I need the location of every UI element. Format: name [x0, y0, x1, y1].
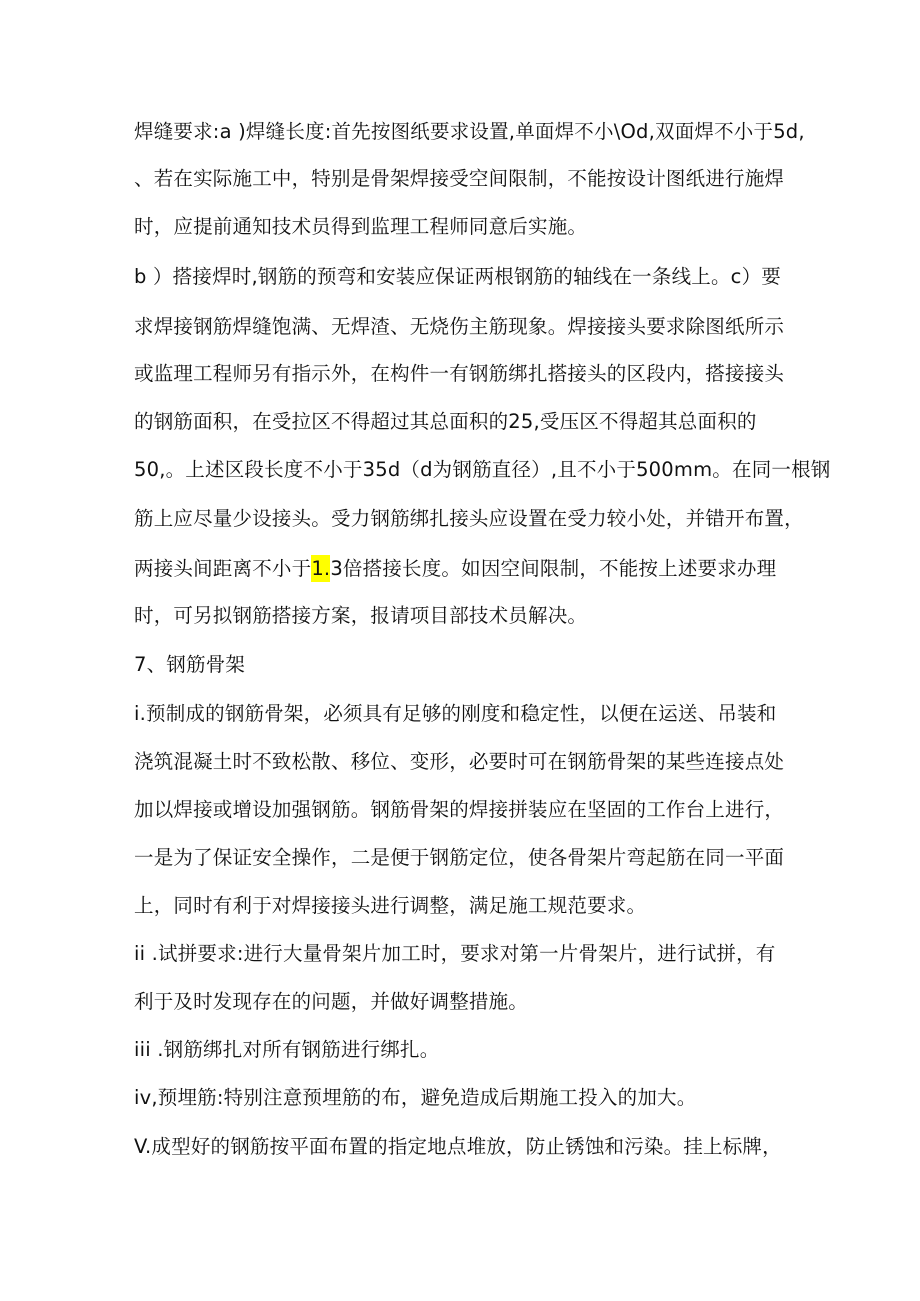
text-line-8: 50,。上述区段长度不小于35d（d为钢筋直径）,且不小于500mm。在同一根钢 [134, 458, 831, 481]
text-line-6: 或监理工程师另有指示外，在构件一有钢筋绑扎搭接头的区段内，搭接接头 [134, 362, 785, 385]
text-line-10 [134, 556, 776, 582]
text-line-1: 焊缝要求:a )焊缝长度:首先按图纸要求设置,单面焊不小\Od,双面焊不小于5d, [134, 120, 805, 143]
text-line-3: 时，应提前通知技术员得到监理工程师同意后实施。 [134, 215, 588, 238]
text-line-20: iii .钢筋绑扎对所有钢筋进行绑扎。 [134, 1038, 440, 1061]
text-line-21: iv,预埋筋:特别注意预埋筋的布，避免造成后期施工投入的加大。 [134, 1086, 697, 1109]
text-line-13: i.预制成的钢筋骨架，必须具有足够的刚度和稳定性，以便在运送、吊装和 [134, 702, 777, 725]
text-line-15: 加以焊接或增设加强钢筋。钢筋骨架的焊接拼装应在坚固的工作台上进行， [134, 798, 785, 821]
highlighted-text: 1. [311, 557, 331, 580]
text-line-10-end: 3倍搭接长度。如因空间限制，不能按上述要求办理 [330, 557, 777, 580]
text-line-5: 求焊接钢筋焊缝饱满、无焊渣、无烧伤主筋现象。焊接接头要求除图纸所示 [134, 315, 785, 338]
text-line-11: 时，可另拟钢筋搭接方案，报请项目部技术员解决。 [134, 604, 588, 627]
text-line-7: 的钢筋面积，在受拉区不得超过其总面积的25,受压区不得超其总面积的 [134, 410, 757, 433]
text-line-10-start: 两接头间距离不小于 [134, 557, 312, 580]
text-line-2: 、若在实际施工中，特别是骨架焊接受空间限制，不能按设计图纸进行施焊 [134, 167, 785, 190]
text-line-18: ii .试拼要求:进行大量骨架片加工时，要求对第一片骨架片，进行试拼，有 [134, 942, 776, 965]
text-line-16: 一是为了保证安全操作，二是便于钢筋定位，使各骨架片弯起筋在同一平面 [134, 846, 785, 869]
text-line-22: V.成型好的钢筋按平面布置的指定地点堆放，防止锈蚀和污染。挂上标牌， [134, 1135, 782, 1158]
section-heading: 7、钢筋骨架 [134, 653, 246, 676]
text-line-17: 上，同时有利于对焊接接头进行调整，满足施工规范要求。 [134, 894, 647, 917]
text-line-4: b ）搭接焊时,钢筋的预弯和安装应保证两根钢筋的轴线在一条线上。c）要 [134, 265, 781, 288]
text-line-9: 筋上应尽量少设接头。受力钢筋绑扎接头应设置在受力较小处，并错开布置， [134, 507, 804, 530]
text-line-19: 利于及时发现存在的问题，并做好调整措施。 [134, 990, 529, 1013]
text-line-14: 浇筑混凝土时不致松散、移位、变形，必要时可在钢筋骨架的某些连接点处 [134, 750, 785, 773]
